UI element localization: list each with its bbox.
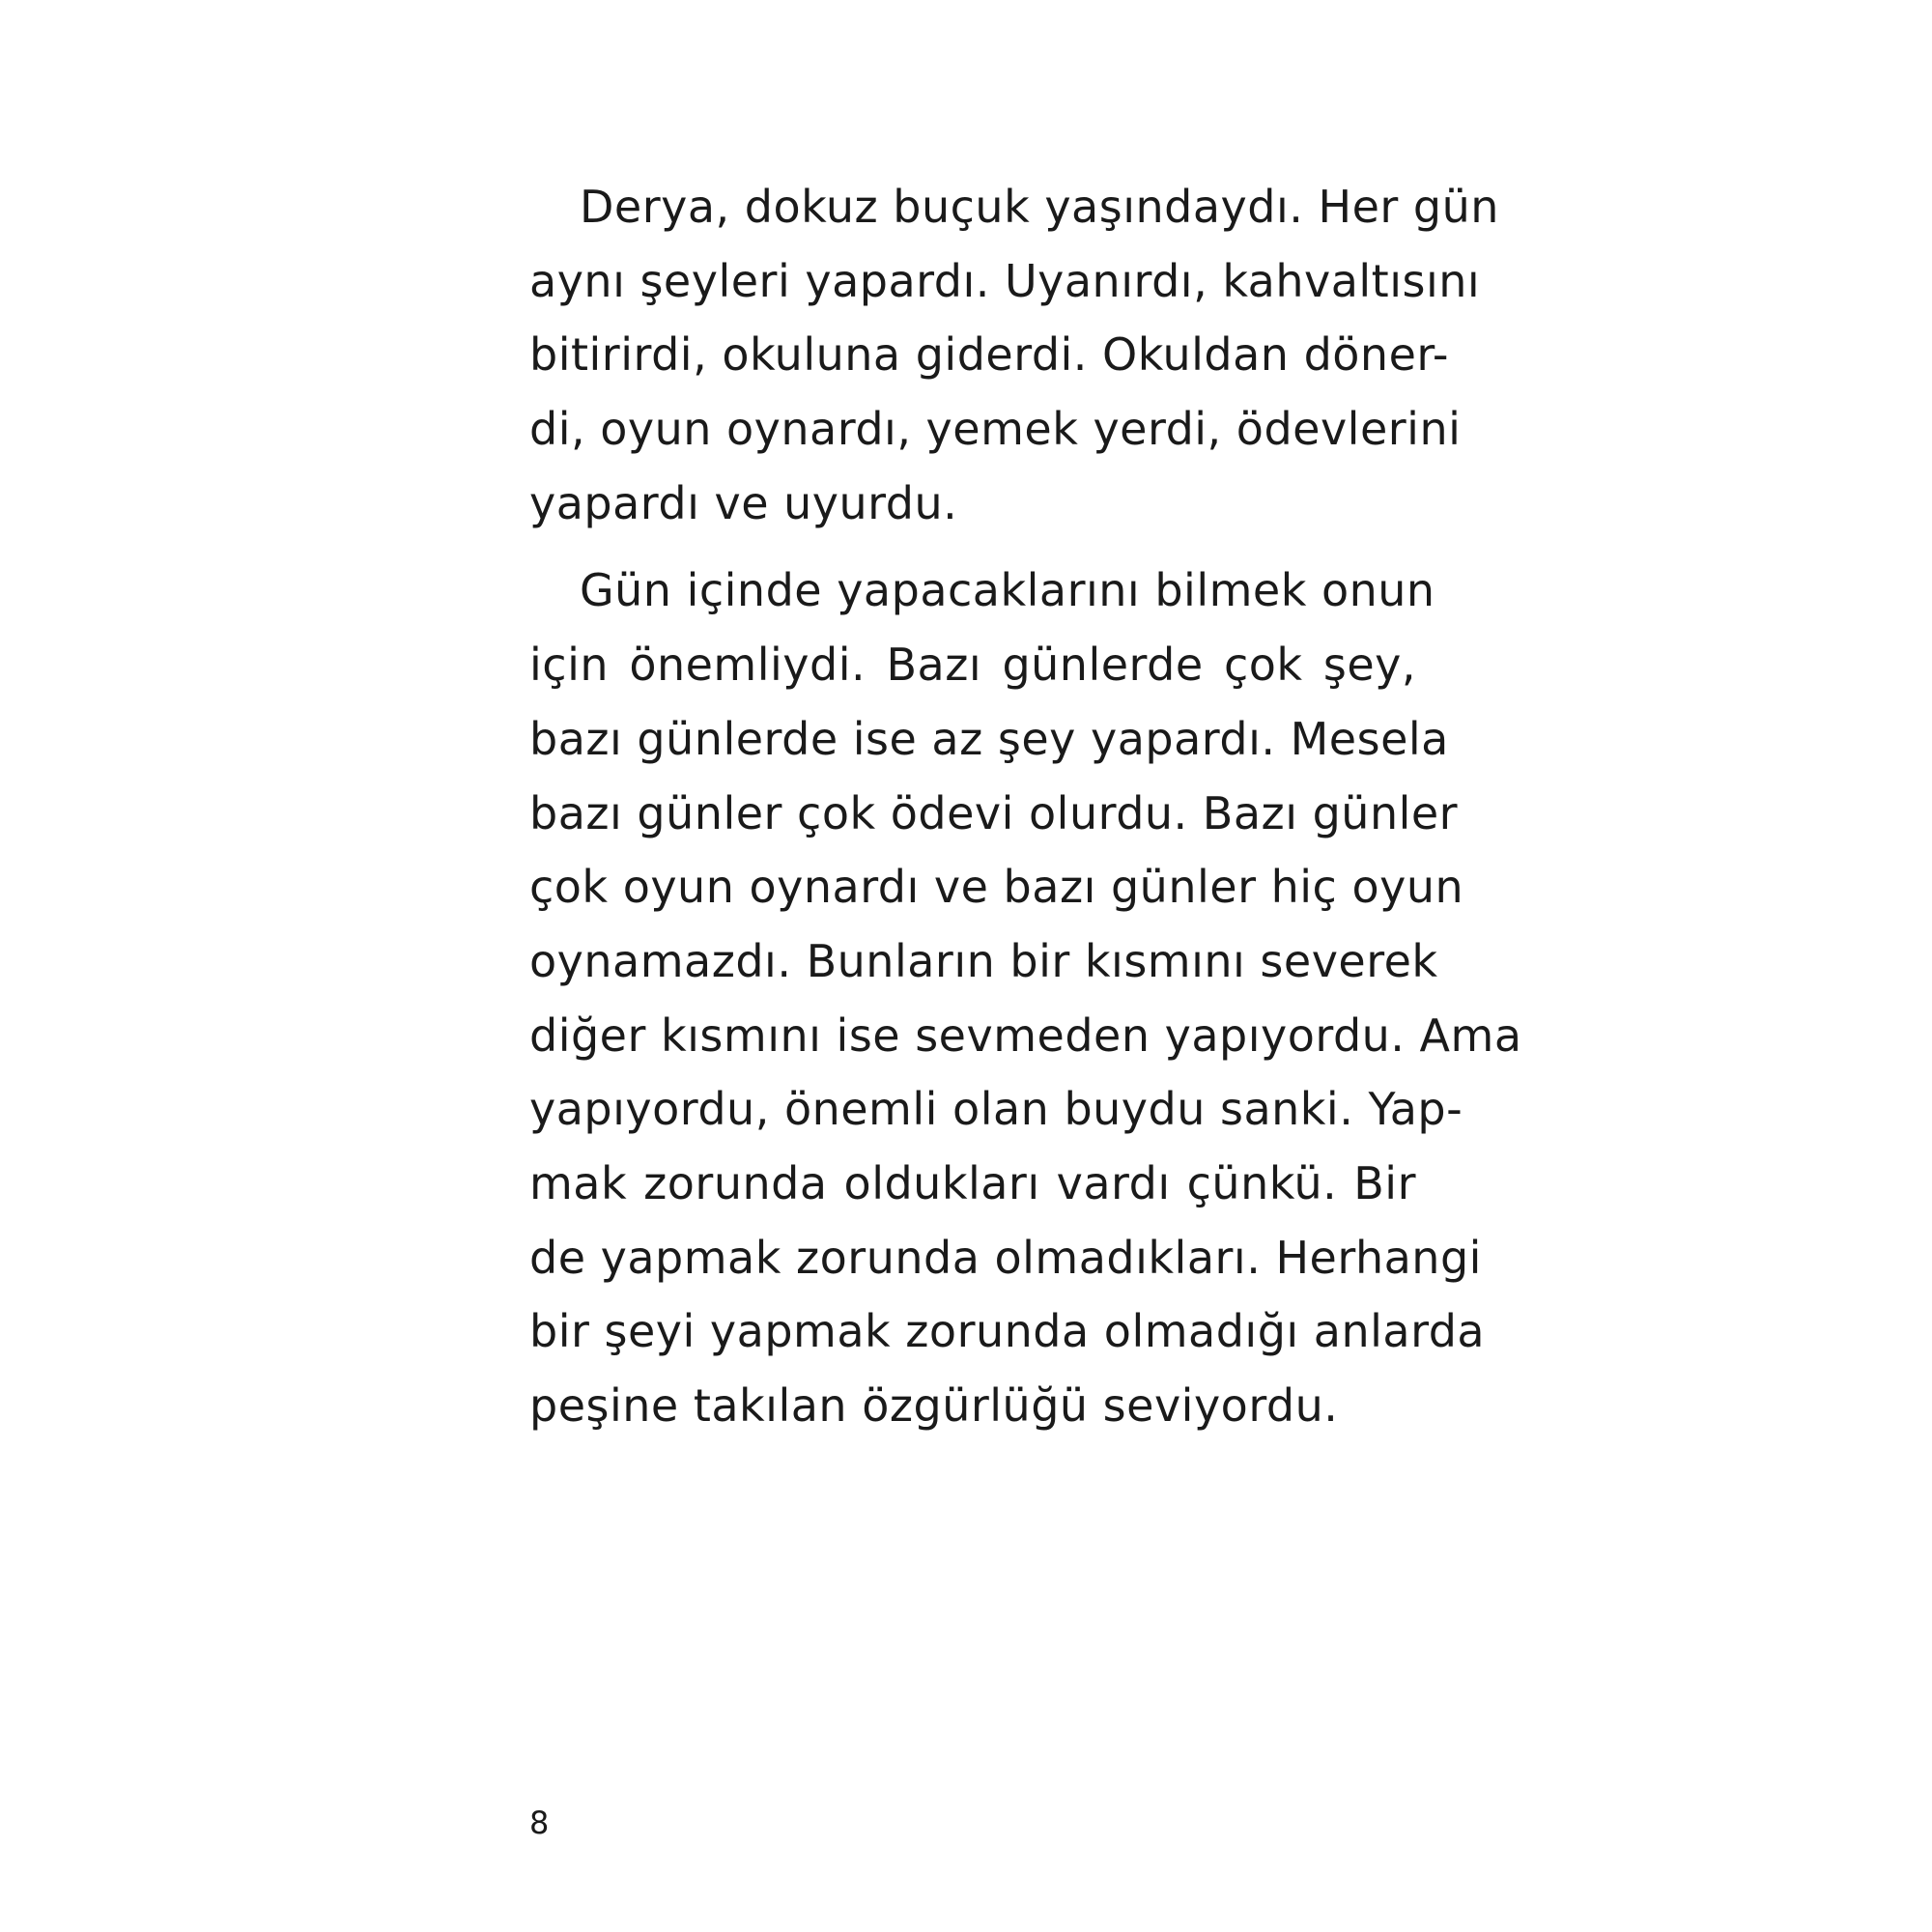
text-line: bitirirdi, okuluna giderdi. Okuldan döner- bbox=[529, 328, 1449, 382]
text-line: Derya, dokuz buçuk yaşındaydı. Her gün bbox=[580, 181, 1499, 233]
paragraph-2 bbox=[529, 554, 1522, 1442]
text-line: oynamazdı. Bunların bir kısmını severek bbox=[529, 934, 1438, 987]
paragraph-1 bbox=[529, 170, 1499, 540]
text-line: çok oyun oynardı ve bazı günler hiç oyun bbox=[529, 861, 1464, 914]
text-line: Gün içinde yapacaklarını bilmek onun bbox=[580, 564, 1435, 617]
body-text bbox=[529, 170, 1522, 1443]
text-line: yapıyordu, önemli olan buydu sanki. Yap- bbox=[529, 1083, 1463, 1136]
text-line: di, oyun oynardı, yemek yerdi, ödevlerini bbox=[529, 403, 1462, 456]
text-line: bazı günlerde ise az şey yapardı. Mesela bbox=[529, 712, 1449, 765]
text-line: yapardı ve uyurdu. bbox=[529, 476, 958, 529]
text-line: peşine takılan özgürlüğü seviyordu. bbox=[529, 1379, 1339, 1432]
text-line: diğer kısmını ise sevmeden yapıyordu. Ama bbox=[529, 1009, 1522, 1062]
text-line: bir şeyi yapmak zorunda olmadığı anlarda bbox=[529, 1305, 1486, 1358]
paragraph-gap bbox=[529, 540, 1416, 554]
text-line: için önemliydi. Bazı günlerde çok şey, bbox=[529, 639, 1416, 692]
text-line: mak zorunda oldukları vardı çünkü. Bir bbox=[529, 1156, 1416, 1209]
text-line: bazı günler çok ödevi olurdu. Bazı günler bbox=[529, 786, 1459, 839]
text-line: de yapmak zorunda olmadıkları. Herhangi bbox=[529, 1231, 1482, 1284]
text-line: aynı şeyleri yapardı. Uyanırdı, kahvaltısını bbox=[529, 254, 1481, 307]
page-number: 8 bbox=[529, 1804, 550, 1841]
